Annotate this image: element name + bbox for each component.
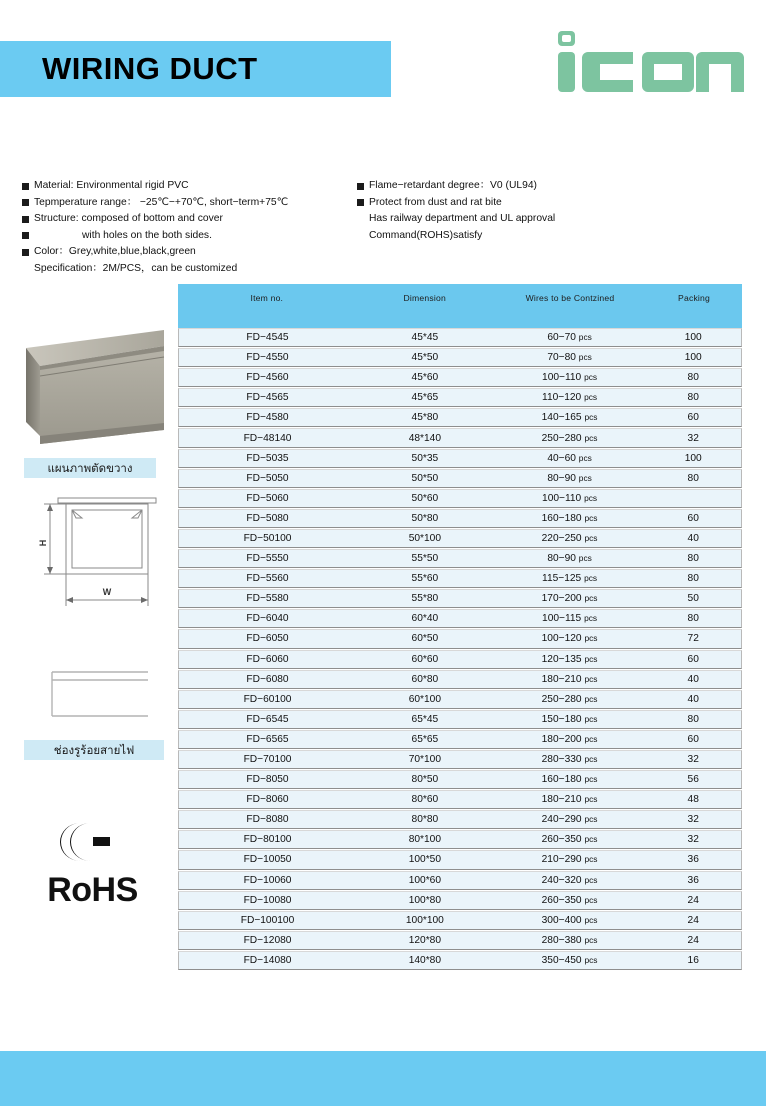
table-row [178, 911, 742, 930]
cell-item-no: FD−100100 [240, 914, 295, 926]
cell-dimension: 60*50 [411, 633, 439, 645]
cell-wires [494, 453, 646, 464]
cell-packing: 32 [687, 814, 699, 826]
column-header-packing: Packing [678, 293, 711, 303]
spec-line [357, 211, 707, 228]
cell-item-no: FD−5050 [246, 472, 289, 484]
wires-range: 210−290 [541, 854, 582, 866]
cell-wires [494, 754, 646, 765]
ce-mark-icon [0, 815, 185, 869]
spec-text: Protect from dust and rat bite [369, 196, 502, 208]
cell-dimension: 100*50 [408, 854, 441, 866]
cell-packing: 50 [687, 593, 699, 605]
wires-unit: pcs [578, 553, 592, 564]
cell-item-no: FD−10050 [243, 854, 292, 866]
wires-range: 180−200 [541, 733, 582, 745]
wires-range: 80−90 [547, 472, 576, 484]
wires-unit: pcs [584, 713, 598, 724]
table-row [178, 710, 742, 729]
cell-wires [494, 955, 646, 966]
cell-item-no: FD−6040 [246, 613, 289, 625]
cell-packing: 24 [687, 894, 699, 906]
bullet-icon [22, 183, 29, 190]
cell-item-no: FD−5080 [246, 512, 289, 524]
wires-unit: pcs [578, 332, 592, 343]
cell-dimension: 100*60 [408, 874, 441, 886]
spec-text: Has railway department and UL approval [369, 213, 556, 224]
spec-line [22, 178, 357, 195]
cell-packing: 48 [687, 794, 699, 806]
spec-text: Structure: composed of bottom and cover [34, 213, 223, 224]
table-row [178, 830, 742, 849]
specifications-block [22, 178, 742, 277]
table-row [178, 951, 742, 970]
table-row [178, 549, 742, 568]
table-row [178, 449, 742, 468]
dimension-label-width: W [102, 587, 112, 597]
cell-wires [494, 834, 646, 845]
wires-unit: pcs [584, 693, 598, 704]
cell-packing: 36 [687, 854, 699, 866]
table-row [178, 750, 742, 769]
cell-dimension: 50*80 [411, 512, 439, 524]
wires-unit: pcs [584, 532, 598, 543]
cell-packing: 80 [687, 613, 699, 625]
wires-range: 260−350 [541, 834, 582, 846]
cell-dimension: 50*60 [411, 492, 439, 504]
wires-unit: pcs [584, 794, 598, 805]
wires-unit: pcs [584, 774, 598, 785]
certification-marks [0, 815, 185, 910]
column-header-dimension: Dimension [403, 293, 446, 303]
wire-hole-caption: ช่องรูร้อยสายไฟ [24, 740, 164, 760]
cell-item-no: FD−6060 [246, 653, 289, 665]
cell-packing: 32 [687, 754, 699, 766]
cell-item-no: FD−4560 [246, 372, 289, 384]
cell-dimension: 65*65 [411, 733, 439, 745]
table-row [178, 529, 742, 548]
table-row [178, 569, 742, 588]
table-row [178, 891, 742, 910]
spec-line [22, 211, 357, 228]
wires-unit: pcs [584, 834, 598, 845]
cell-wires [494, 674, 646, 685]
wires-range: 110−120 [542, 392, 582, 404]
spec-text: with holes on the both sides. [82, 229, 212, 241]
cell-item-no: FD−8080 [246, 814, 289, 826]
product-photo [14, 318, 174, 453]
table-row [178, 428, 742, 447]
cell-packing: 24 [687, 914, 699, 926]
wires-unit: pcs [584, 673, 598, 684]
cell-item-no: FD−5550 [246, 553, 289, 565]
wires-range: 150−180 [541, 713, 582, 725]
column-header-wires: Wires to be Contzined [525, 293, 615, 303]
wires-range: 300−400 [541, 914, 582, 926]
cell-wires [494, 593, 646, 604]
cell-item-no: FD−4580 [246, 412, 289, 424]
bullet-icon [357, 199, 364, 206]
cell-packing: 80 [687, 372, 699, 384]
table-row [178, 670, 742, 689]
wires-range: 100−110 [542, 372, 582, 384]
table-body [178, 328, 742, 970]
wires-unit: pcs [584, 954, 598, 965]
wires-range: 160−180 [541, 512, 582, 524]
cell-wires [494, 895, 646, 906]
specs-right-column [357, 178, 707, 277]
cell-packing: 80 [687, 713, 699, 725]
spec-line [22, 195, 357, 212]
wires-unit: pcs [584, 492, 598, 503]
wires-unit: pcs [584, 874, 598, 885]
wires-unit: pcs [578, 452, 592, 463]
cell-item-no: FD−50100 [243, 532, 292, 544]
cell-wires [494, 734, 646, 745]
table-row [178, 408, 742, 427]
cell-dimension: 65*45 [411, 713, 439, 725]
cell-packing: 60 [687, 412, 699, 424]
table-row [178, 328, 742, 347]
cell-dimension: 55*50 [411, 553, 439, 565]
spec-line [22, 228, 357, 245]
table-row [178, 348, 742, 367]
wires-range: 250−280 [541, 432, 582, 444]
wires-unit: pcs [584, 613, 598, 624]
cell-wires [494, 433, 646, 444]
wires-unit: pcs [584, 412, 598, 423]
cell-dimension: 60*100 [408, 693, 441, 705]
cell-dimension: 60*40 [411, 613, 439, 625]
wires-unit: pcs [584, 814, 598, 825]
table-row [178, 931, 742, 950]
wires-unit: pcs [584, 754, 598, 765]
wires-unit: pcs [584, 733, 598, 744]
spec-line [22, 261, 357, 278]
cell-packing: 36 [687, 874, 699, 886]
cell-item-no: FD−80100 [243, 834, 292, 846]
cell-dimension: 100*80 [408, 894, 441, 906]
cell-dimension: 48*140 [408, 432, 441, 444]
cell-packing: 60 [687, 512, 699, 524]
wires-range: 100−115 [542, 613, 582, 625]
icon-brand-logo [548, 22, 744, 116]
cell-packing: 100 [684, 452, 702, 464]
wires-range: 350−450 [541, 954, 582, 966]
wires-unit: pcs [584, 593, 598, 604]
wires-unit: pcs [578, 352, 592, 363]
cell-item-no: FD−10060 [243, 874, 292, 886]
cell-dimension: 80*60 [411, 794, 439, 806]
cell-dimension: 55*60 [411, 573, 439, 585]
wires-range: 280−380 [541, 934, 582, 946]
wires-unit: pcs [584, 854, 598, 865]
cell-packing: 80 [687, 392, 699, 404]
dimension-label-height: H [38, 539, 48, 547]
wires-range: 40−60 [547, 452, 576, 464]
cell-wires [494, 332, 646, 343]
wires-range: 260−350 [541, 894, 582, 906]
wires-range: 100−110 [542, 492, 582, 504]
cell-wires [494, 794, 646, 805]
wires-range: 180−210 [541, 673, 582, 685]
bullet-icon [22, 249, 29, 256]
table-row [178, 609, 742, 628]
cell-dimension: 45*60 [411, 372, 439, 384]
product-specification-table [178, 284, 742, 971]
cell-item-no: FD−8050 [246, 774, 289, 786]
cell-wires [494, 854, 646, 865]
cell-item-no: FD−6080 [246, 673, 289, 685]
table-row [178, 810, 742, 829]
cell-wires [494, 513, 646, 524]
cell-item-no: FD−10080 [243, 894, 292, 906]
wires-range: 170−200 [541, 593, 582, 605]
wires-range: 120−135 [541, 653, 582, 665]
table-row [178, 368, 742, 387]
cell-wires [494, 654, 646, 665]
wires-unit: pcs [584, 372, 598, 383]
cell-wires [494, 473, 646, 484]
cell-wires [494, 372, 646, 383]
wire-hole-drawing [20, 658, 180, 734]
spec-line [357, 178, 707, 195]
table-row [178, 388, 742, 407]
wires-unit: pcs [584, 432, 598, 443]
spec-text: Color：Grey,white,blue,black,green [34, 246, 196, 257]
cell-item-no: FD−6545 [246, 713, 289, 725]
table-row [178, 790, 742, 809]
wires-unit: pcs [584, 392, 598, 403]
cell-item-no: FD−60100 [243, 693, 292, 705]
cell-wires [494, 553, 646, 564]
cell-wires [494, 392, 646, 403]
wires-range: 250−280 [541, 693, 582, 705]
wires-range: 160−180 [541, 774, 582, 786]
rohs-mark-label: RoHS [47, 871, 138, 909]
wires-range: 70−80 [547, 352, 576, 364]
wires-unit: pcs [584, 512, 598, 523]
column-header-item-no: Item no. [250, 293, 284, 303]
cell-packing: 16 [687, 954, 699, 966]
cell-wires [494, 774, 646, 785]
table-row [178, 690, 742, 709]
wires-unit: pcs [584, 914, 598, 925]
table-header-row [178, 284, 742, 328]
page-title-banner [0, 41, 391, 97]
cell-packing: 60 [687, 653, 699, 665]
table-row [178, 629, 742, 648]
specs-left-column [22, 178, 357, 277]
cell-item-no: FD−6565 [246, 733, 289, 745]
cell-dimension: 100*100 [405, 914, 444, 926]
cell-dimension: 140*80 [408, 954, 441, 966]
cell-packing: 32 [687, 432, 699, 444]
wires-unit: pcs [578, 472, 592, 483]
cell-wires [494, 694, 646, 705]
cross-section-drawing [24, 492, 176, 614]
cell-dimension: 50*100 [408, 532, 441, 544]
cell-packing: 80 [687, 553, 699, 565]
cell-packing: 80 [687, 472, 699, 484]
cell-packing: 80 [687, 573, 699, 585]
wires-unit: pcs [584, 894, 598, 905]
table-row [178, 770, 742, 789]
wires-range: 180−210 [541, 794, 582, 806]
spec-line [357, 195, 707, 212]
cell-dimension: 60*60 [411, 653, 439, 665]
table-row [178, 730, 742, 749]
bullet-icon [22, 216, 29, 223]
cell-wires [494, 412, 646, 423]
cell-dimension: 70*100 [408, 754, 441, 766]
wires-range: 240−290 [541, 814, 582, 826]
table-row [178, 850, 742, 869]
wires-range: 80−90 [547, 553, 576, 565]
table-row [178, 469, 742, 488]
cell-wires [494, 573, 646, 584]
cell-dimension: 80*50 [411, 774, 439, 786]
cell-wires [494, 613, 646, 624]
spec-text: Material: Environmental rigid PVC [34, 180, 189, 191]
cell-wires [494, 493, 646, 504]
wires-range: 140−165 [541, 412, 582, 424]
cell-dimension: 120*80 [408, 934, 441, 946]
cell-item-no: FD−4545 [246, 332, 289, 344]
cell-item-no: FD−5060 [246, 492, 289, 504]
wires-range: 240−320 [541, 874, 582, 886]
cell-packing: 40 [687, 532, 699, 544]
cell-item-no: FD−48140 [243, 432, 292, 444]
cell-wires [494, 814, 646, 825]
table-row [178, 650, 742, 669]
wires-unit: pcs [584, 653, 598, 664]
cell-packing: 100 [684, 352, 702, 364]
table-row [178, 509, 742, 528]
cell-dimension: 80*80 [411, 814, 439, 826]
cell-packing: 60 [687, 733, 699, 745]
wires-range: 60−70 [547, 332, 576, 344]
wires-range: 220−250 [541, 532, 582, 544]
cell-dimension: 45*50 [411, 352, 439, 364]
cell-dimension: 45*65 [411, 392, 439, 404]
table-row [178, 871, 742, 890]
cell-dimension: 45*45 [411, 332, 439, 344]
bullet-icon [357, 183, 364, 190]
cell-item-no: FD−4550 [246, 352, 289, 364]
cell-item-no: FD−8060 [246, 794, 289, 806]
cell-item-no: FD−6050 [246, 633, 289, 645]
cell-dimension: 45*80 [411, 412, 439, 424]
wires-range: 115−125 [542, 573, 582, 585]
table-row [178, 589, 742, 608]
cell-item-no: FD−12080 [243, 934, 292, 946]
cell-wires [494, 352, 646, 363]
spec-text: Specification：2M/PCS，can be customized [34, 262, 238, 274]
cell-packing: 40 [687, 673, 699, 685]
cell-dimension: 80*100 [408, 834, 441, 846]
cell-wires [494, 714, 646, 725]
spec-line [357, 228, 707, 245]
cell-packing: 56 [687, 774, 699, 786]
cell-packing: 32 [687, 834, 699, 846]
cell-dimension: 55*80 [411, 593, 439, 605]
cell-wires [494, 915, 646, 926]
cell-packing: 72 [687, 633, 699, 645]
table-row [178, 489, 742, 508]
cell-dimension: 50*35 [411, 452, 439, 464]
cross-section-caption: แผนภาพตัดขวาง [24, 458, 156, 478]
cell-item-no: FD−5035 [246, 452, 289, 464]
cell-item-no: FD−70100 [243, 754, 292, 766]
spec-text: Flame−retardant degree：V0 (UL94) [369, 180, 537, 191]
spec-line [22, 244, 357, 261]
bullet-icon [22, 199, 29, 206]
cell-packing: 40 [687, 693, 699, 705]
cell-packing: 24 [687, 934, 699, 946]
cell-item-no: FD−14080 [243, 954, 292, 966]
cell-wires [494, 633, 646, 644]
cell-wires [494, 935, 646, 946]
spec-text: Command(ROHS)satisfy [369, 229, 483, 241]
cell-packing: 100 [684, 332, 702, 344]
cell-item-no: FD−5560 [246, 573, 289, 585]
cell-item-no: FD−5580 [246, 593, 289, 605]
spec-text: Tepmperature range： −25℃−+70℃, short−term+75℃ [34, 196, 289, 208]
cell-wires [494, 533, 646, 544]
wires-range: 280−330 [541, 754, 582, 766]
wires-unit: pcs [584, 633, 598, 644]
wires-range: 100−120 [541, 633, 582, 645]
bullet-icon [22, 232, 29, 239]
cell-dimension: 60*80 [411, 673, 439, 685]
wires-unit: pcs [584, 934, 598, 945]
cell-item-no: FD−4565 [246, 392, 289, 404]
footer-bar [0, 1051, 766, 1106]
page-title: WIRING DUCT [42, 51, 258, 86]
cell-dimension: 50*50 [411, 472, 439, 484]
cell-wires [494, 875, 646, 886]
wires-unit: pcs [584, 573, 598, 584]
